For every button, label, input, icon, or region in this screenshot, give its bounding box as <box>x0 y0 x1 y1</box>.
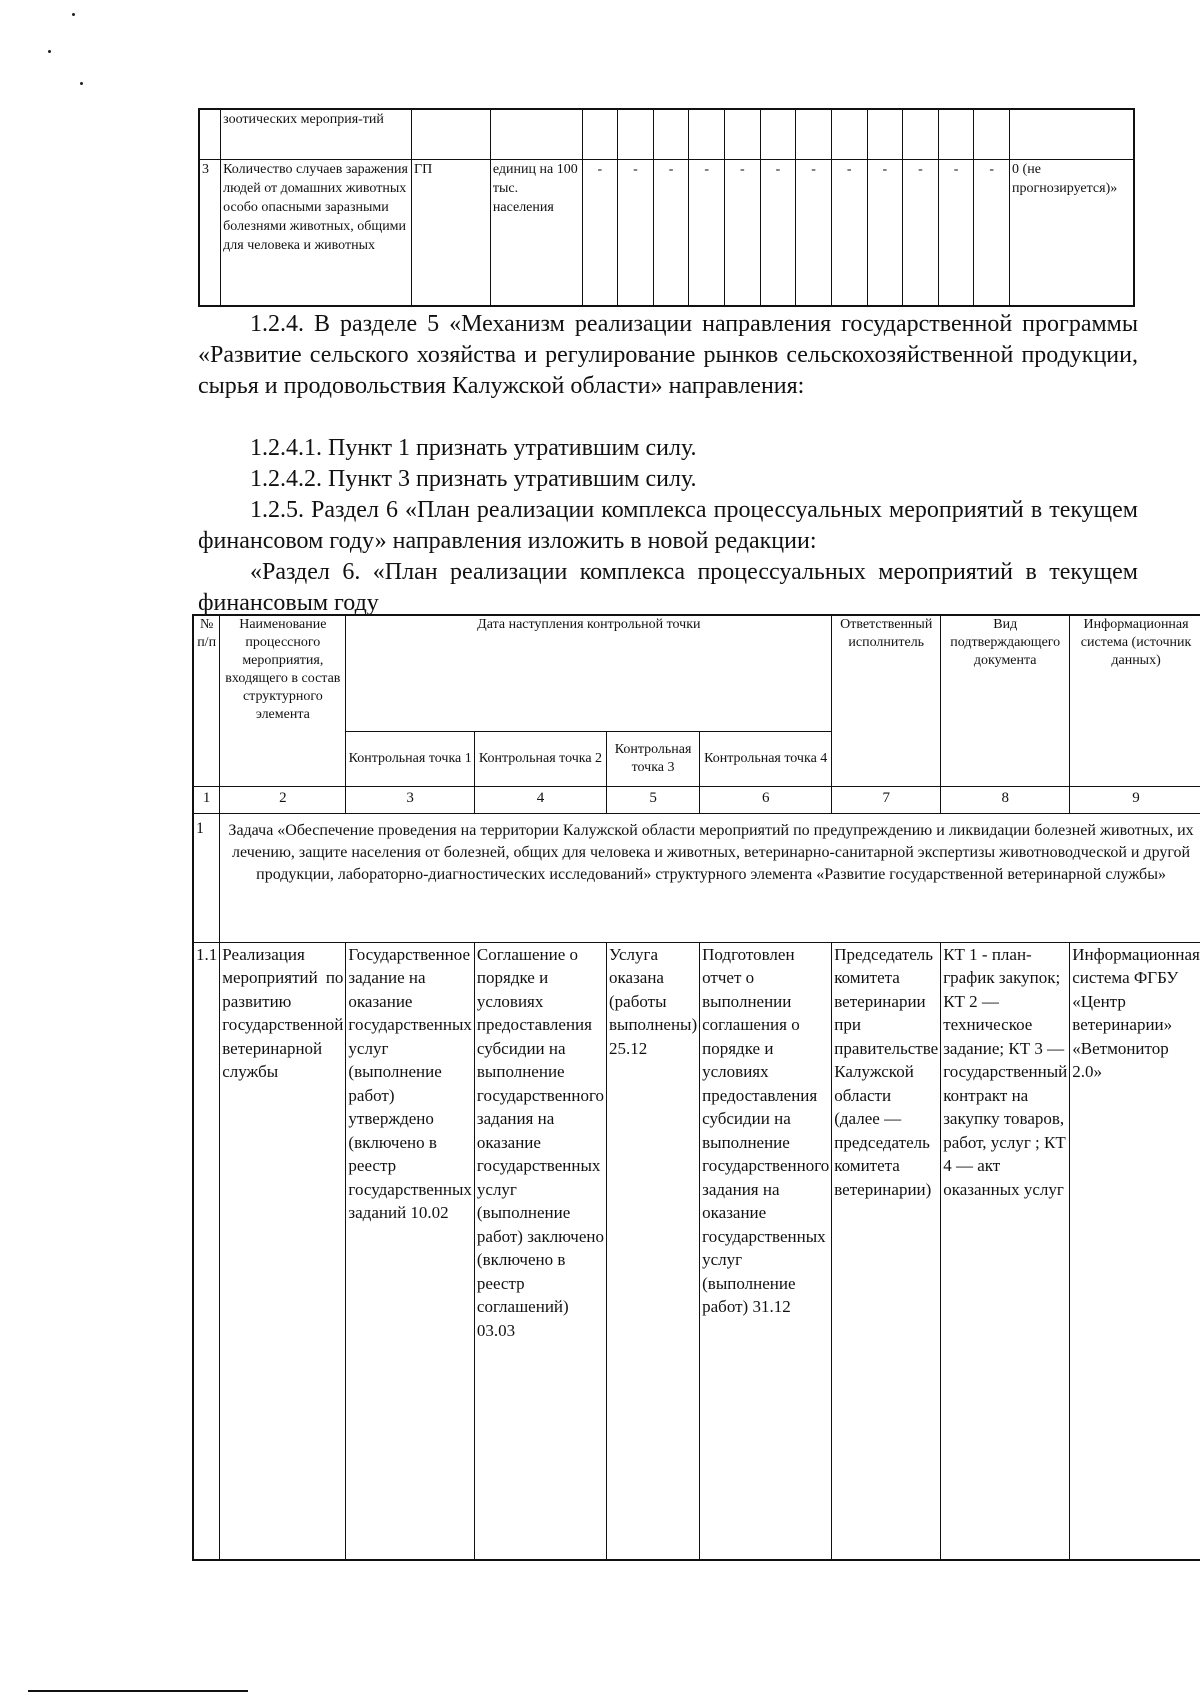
header-document: Вид подтверждающего документа <box>941 615 1070 786</box>
dash-cell: - <box>867 159 903 306</box>
dash-cell: - <box>938 159 974 306</box>
header-kt3: Контрольная точка 3 <box>607 731 700 786</box>
header-kt1: Контрольная точка 1 <box>346 731 474 786</box>
section-6-title: «Раздел 6. «План реализации комплекса процессуальных мероприятий в текущем финансовым году <box>198 559 1138 616</box>
column-number: 2 <box>220 786 346 813</box>
footnote-line <box>28 1690 248 1692</box>
indicator-unit-cell: единиц на 100 тыс. населения <box>490 159 582 306</box>
kt4-cell: Подготовлен отчет о выполнении соглашения о порядке и условиях предоставления субсидии на выполнение государственного задания на оказание государственных услуг (выполнение работ) 31.12 <box>700 942 832 1560</box>
paragraph-1-2-4-2: 1.2.4.2. Пункт 3 признать утратившим силу. <box>250 466 697 492</box>
task-description: Задача «Обеспечение проведения на территории Калужской области мероприятий по предупреждению и ликвидации болезней животных, их лечению, защите населения от болезней, общих для человека и животных, ветеринарно-санитарной экспертизы животноводческой и другой продукции, лабораторно-диагностических исследований» структурного элемента «Развитие государственной ветеринарной службы» <box>220 813 1200 942</box>
indicator-gp-cell: ГП <box>411 159 490 306</box>
indicator-name-cell: зоотических мероприя-тий <box>221 109 412 159</box>
header-num: № п/п <box>193 615 220 786</box>
dash-cell: - <box>618 159 654 306</box>
column-number: 1 <box>193 786 220 813</box>
dash-cell: - <box>831 159 867 306</box>
dash-cell: - <box>903 159 939 306</box>
dash-cell: - <box>760 159 796 306</box>
system-cell: Информационная система ФГБУ «Центр ветеринарии» «Ветмонитор 2.0» <box>1070 942 1200 1560</box>
header-date: Дата наступления контрольной точки <box>346 615 832 731</box>
document-cell: КТ 1 - план-график закупок; КТ 2 — техническое задание; КТ 3 — государственный контракт на закупку товаров, работ, услуг ; КТ 4 — акт оказанных услуг <box>941 942 1070 1560</box>
indicator-table <box>198 108 1135 307</box>
header-kt2: Контрольная точка 2 <box>474 731 606 786</box>
dash-cell: - <box>974 159 1010 306</box>
column-number: 6 <box>700 786 832 813</box>
forecast-cell: 0 (не прогнозируется)» <box>1010 159 1134 306</box>
column-number: 3 <box>346 786 474 813</box>
task-num: 1 <box>193 813 220 942</box>
column-number: 9 <box>1070 786 1200 813</box>
scan-speck <box>80 82 83 85</box>
indicator-name-cell: Количество случаев заражения людей от домашних животных особо опасными заразными болезнями животных, общими для человека и животных <box>221 159 412 306</box>
paragraph-1-2-5: 1.2.5. Раздел 6 «План реализации комплекса процессуальных мероприятий в текущем финансовом году» направления изложить в новой редакции: <box>198 497 1138 554</box>
header-kt4: Контрольная точка 4 <box>700 731 832 786</box>
row-num: 1.1 <box>193 942 220 1560</box>
dash-cell: - <box>725 159 761 306</box>
dash-cell: - <box>582 159 618 306</box>
dash-cell: - <box>689 159 725 306</box>
header-name: Наименование процессного мероприятия, входящего в состав структурного элемента <box>220 615 346 786</box>
plan-table <box>192 614 1200 1561</box>
kt3-cell: Услуга оказана (работы выполнены) 25.12 <box>607 942 700 1560</box>
column-number: 4 <box>474 786 606 813</box>
scan-speck <box>72 13 75 16</box>
scan-speck <box>48 50 51 53</box>
header-responsible: Ответственный исполнитель <box>832 615 941 786</box>
kt1-cell: Государственное задание на оказание государственных услуг (выполнение работ) утверждено (включено в реестр государственных заданий 10.02 <box>346 942 474 1560</box>
dash-cell: - <box>796 159 832 306</box>
column-number: 8 <box>941 786 1070 813</box>
column-number: 5 <box>607 786 700 813</box>
kt2-cell: Соглашение о порядке и условиях предоставления субсидии на выполнение государственного задания на оказание государственных услуг (выполнение работ) заключено (включено в реестр соглашений) 03.03 <box>474 942 606 1560</box>
dash-cell: - <box>653 159 689 306</box>
responsible-cell: Председатель комитета ветеринарии при правительстве Калужской области (далее — председатель комитета ветеринарии) <box>832 942 941 1560</box>
header-system: Информационная система (источник данных) <box>1070 615 1200 786</box>
paragraph-1-2-4-1: 1.2.4.1. Пункт 1 признать утратившим силу. <box>250 435 697 461</box>
indicator-num-cell: 3 <box>199 159 221 306</box>
activity-name: Реализация мероприятий по развитию государственной ветеринарной службы <box>220 942 346 1560</box>
paragraph-1-2-4: 1.2.4. В разделе 5 «Механизм реализации направления государственной программы «Развитие сельского хозяйства и регулирование рынков сельскохозяйственной продукции, сырья и продовольствия Калужской области» направления: <box>198 311 1138 399</box>
column-number: 7 <box>832 786 941 813</box>
